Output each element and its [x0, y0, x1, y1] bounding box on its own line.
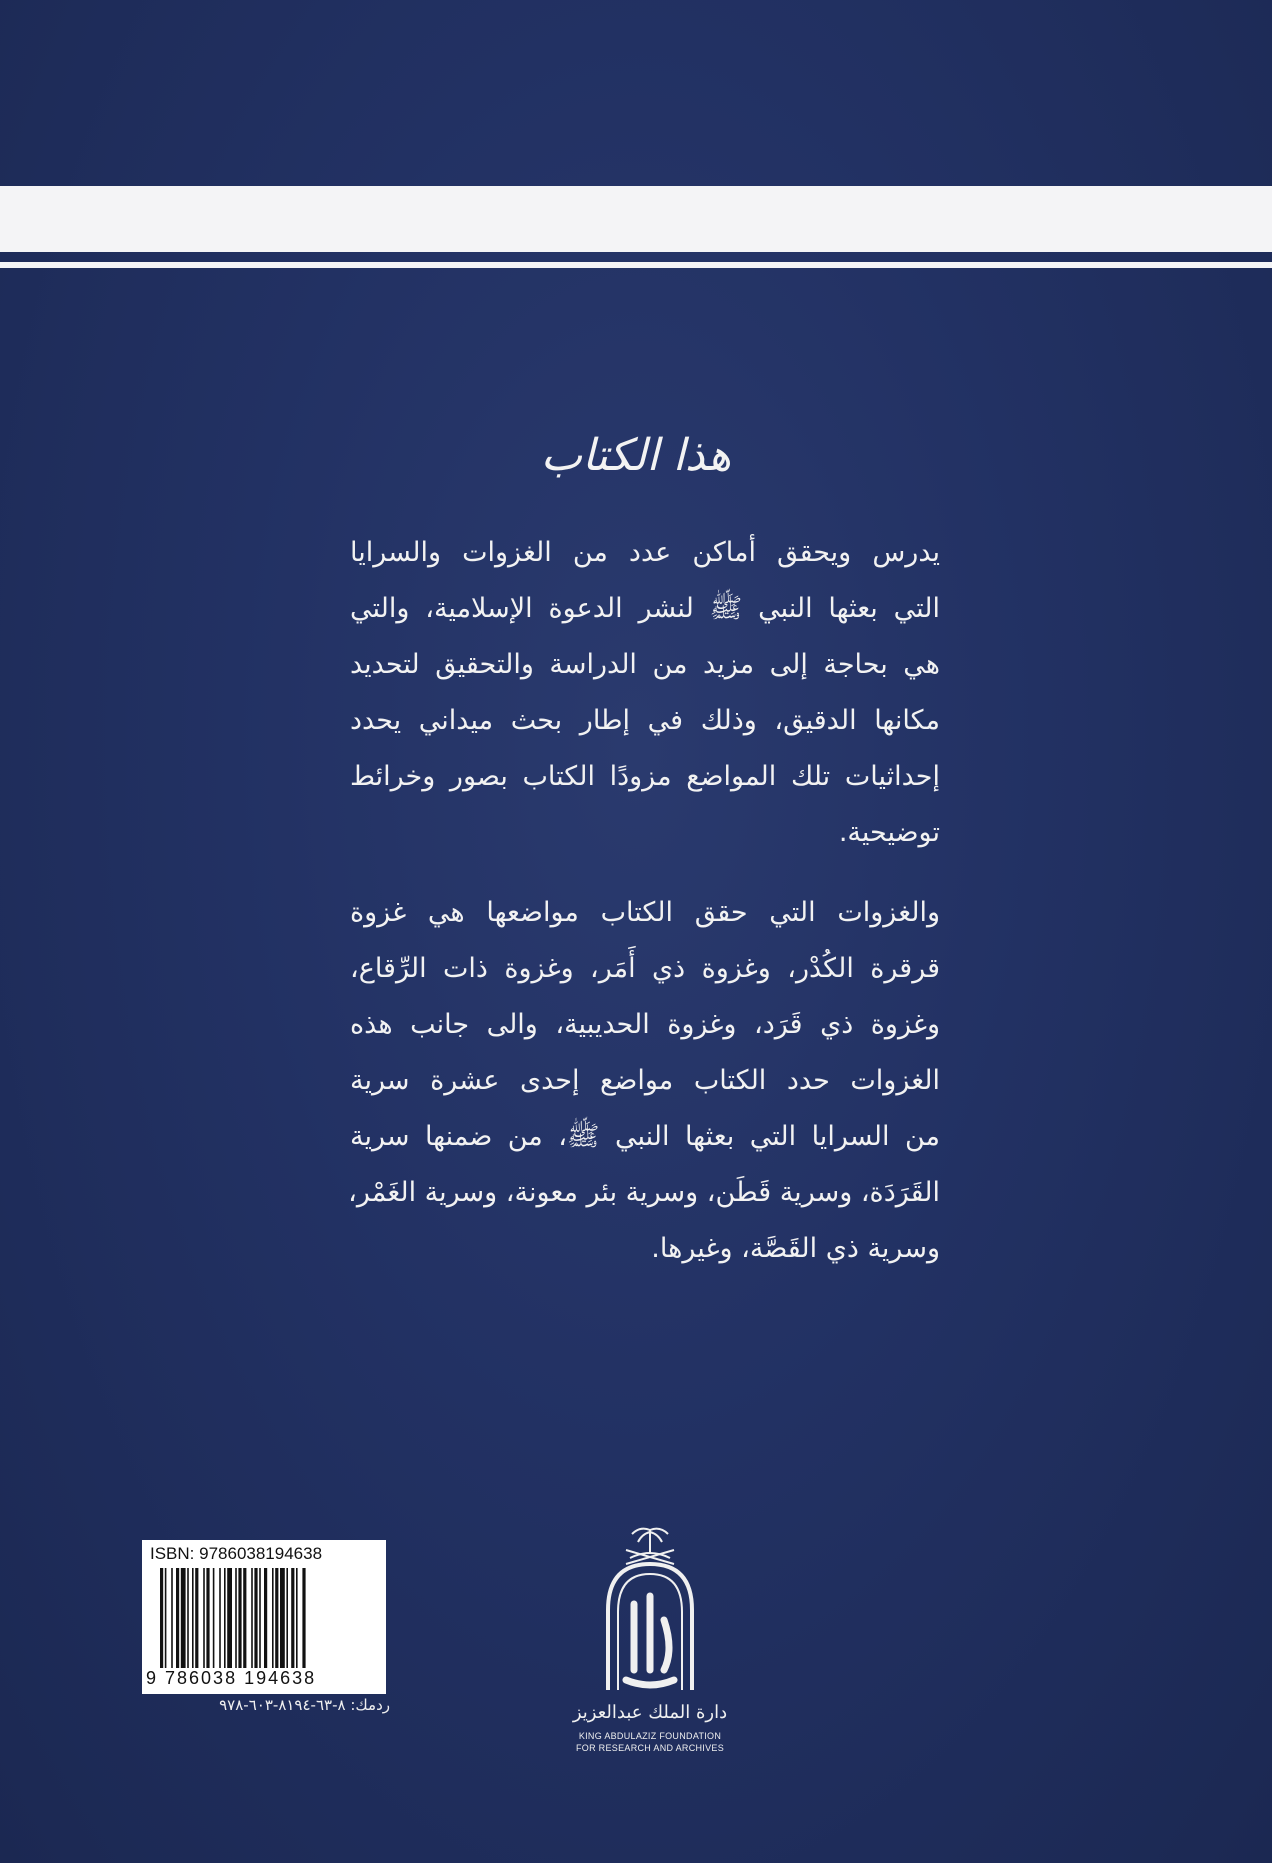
text-line: والغزوات التي حقق الكتاب مواضعها هي غزوة [350, 897, 940, 928]
radmak-number: ردمك: ٨-٦٣-٨١٩٤-٦٠٣-٩٧٨ [219, 1696, 390, 1714]
thin-white-line [0, 262, 1272, 268]
text-line: قرقرة الكُدْر، وغزوة ذي أَمَر، وغزوة ذات الرِّقاع، [350, 953, 940, 984]
text-line: التي بعثها النبي ﷺ لنشر الدعوة الإسلامية، والتي [350, 593, 940, 624]
barcode-icon [160, 1568, 370, 1668]
isbn-label: ISBN: 9786038194638 [150, 1544, 323, 1563]
description [350, 525, 940, 1277]
isbn-digits: 9 786038 194638 [146, 1668, 317, 1688]
isbn-barcode [142, 1540, 386, 1694]
publisher-name-en-line1: KING ABDULAZIZ FOUNDATION [578, 1731, 722, 1741]
paragraph-2 [350, 885, 940, 1277]
text-line: من السرايا التي بعثها النبي ﷺ، من ضمنها سرية [350, 1121, 940, 1152]
text-line: وغزوة ذي قَرَد، وغزوة الحديبية، والى جانب هذه [350, 1009, 940, 1040]
white-band [0, 186, 1272, 252]
text-line: توضيحية. [838, 817, 940, 848]
paragraph-1 [350, 525, 940, 861]
publisher-name-ar: دارة الملك عبدالعزيز [572, 1702, 728, 1723]
publisher-name-en-line2: FOR RESEARCH AND ARCHIVES [575, 1743, 725, 1753]
text-line: القَرَدَة، وسرية قَطَن، وسرية بئر معونة، وسرية الغَمْر، [348, 1177, 940, 1208]
darah-logo-icon [560, 1520, 740, 1700]
text-line: إحداثيات تلك المواضع مزودًا الكتاب بصور وخرائط [350, 761, 940, 792]
publisher-name-en [540, 1730, 760, 1754]
text-line: يدرس ويحقق أماكن عدد من الغزوات والسرايا [350, 537, 940, 568]
text-line: مكانها الدقيق، وذلك في إطار بحث ميداني يحدد [350, 705, 940, 736]
text-line: وسرية ذي القَصَّة، وغيرها. [651, 1233, 940, 1264]
cover-heading: هذا الكتاب [540, 430, 732, 481]
text-line: هي بحاجة إلى مزيد من الدراسة والتحقيق لتحديد [350, 649, 940, 680]
text-line: الغزوات حدد الكتاب مواضع إحدى عشرة سرية [350, 1065, 940, 1096]
